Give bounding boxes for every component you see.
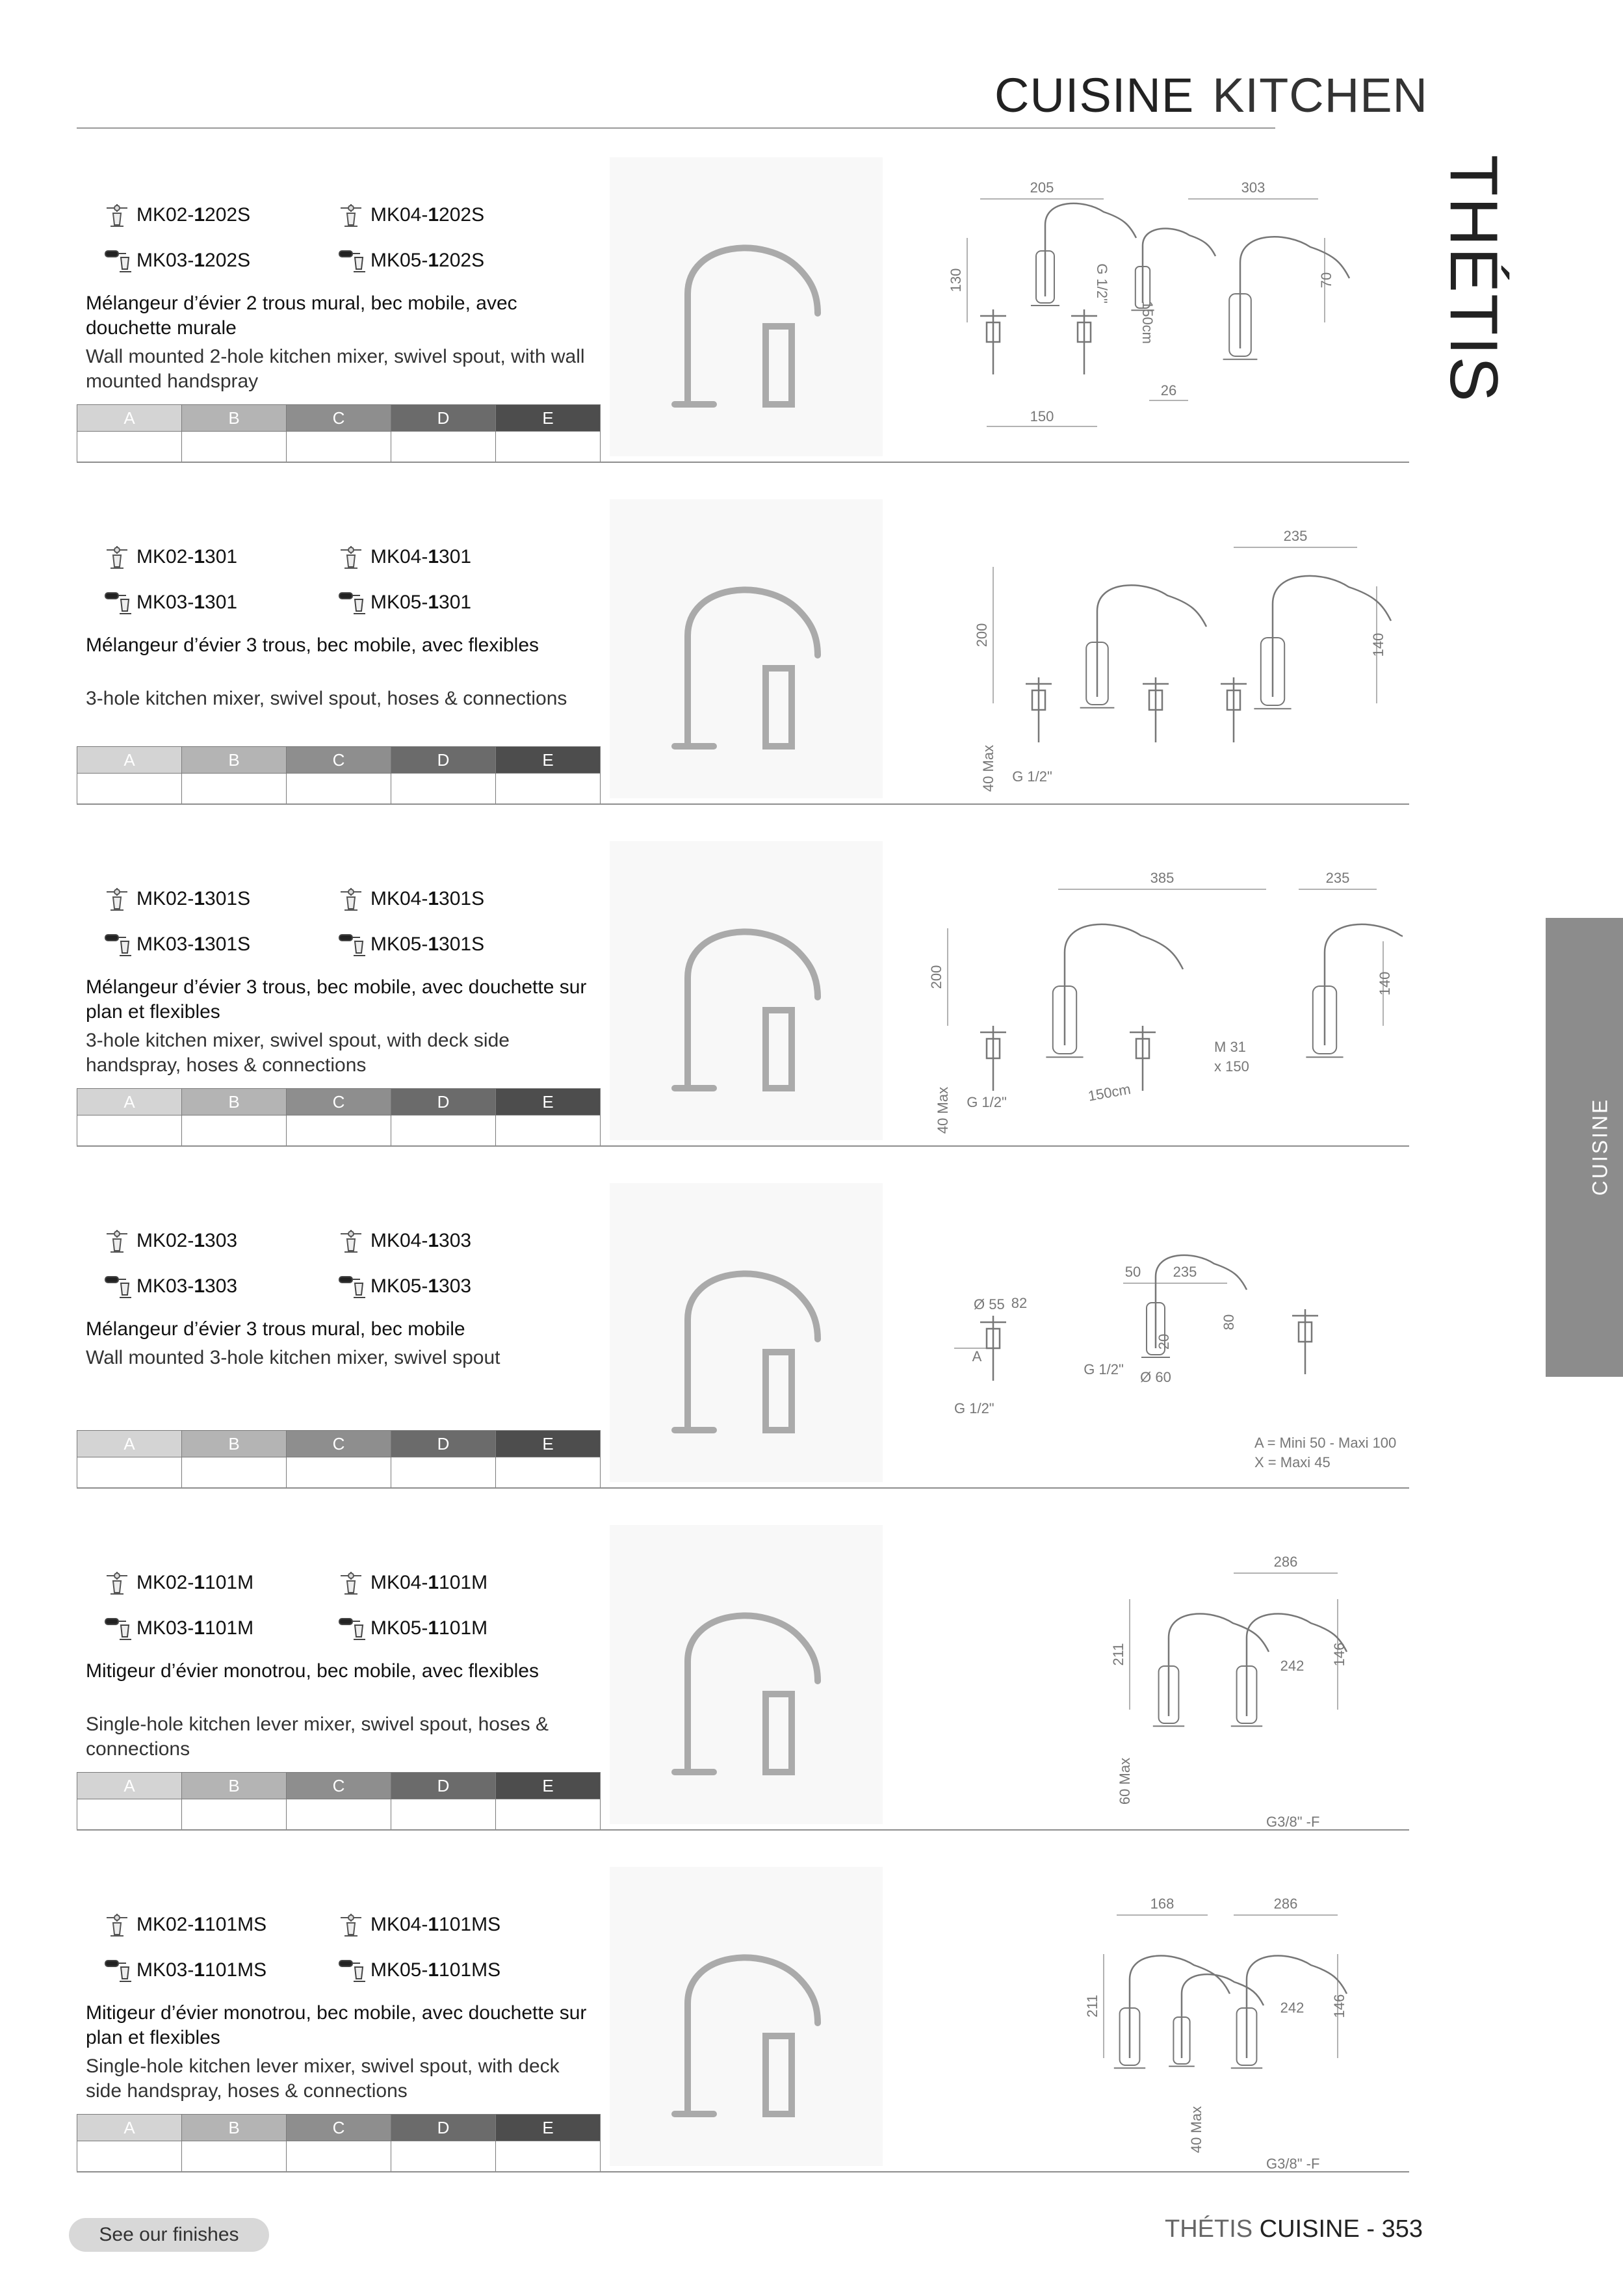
lever-handle-icon [337,931,365,959]
finish-cell-d[interactable] [391,1115,496,1146]
product-code [103,885,250,914]
description-en: Single-hole kitchen lever mixer, swivel spout, hoses & connections [86,1714,549,1760]
dimension-label: 235 [1173,1264,1197,1280]
code-suffix: 202S [205,203,251,226]
product-photo [610,1867,883,2166]
product-code [337,931,484,959]
finish-cell-a[interactable] [77,1115,182,1146]
code-suffix: 301S [205,933,251,955]
cross-handle-icon [337,543,365,572]
description-en: 3-hole kitchen mixer, swivel spout, with deck side handspray, hoses & connections [86,1030,510,1076]
product-block [77,1517,1409,1829]
lever-handle-icon [337,589,365,618]
code-prefix: MK04- [370,1229,428,1251]
finish-header-b: B [182,747,287,774]
code-series: 1 [194,1571,205,1593]
code-prefix: MK02- [136,1571,194,1593]
finish-cell-b[interactable] [182,2141,287,2172]
finish-cell-d[interactable] [391,774,496,804]
technical-drawing [883,837,1403,1143]
dimension-label: G 1/2" [967,1094,1007,1110]
code-series: 1 [194,203,205,226]
code-suffix: 303 [205,1275,238,1297]
lever-handle-icon [103,1615,131,1643]
product-code [337,247,484,276]
dimension-label: G 1/2" [1084,1361,1124,1377]
product-code [103,1569,253,1598]
finish-cell-a[interactable] [77,1457,182,1488]
cross-handle-icon [103,1227,131,1256]
finish-cell-d[interactable] [391,1799,496,1830]
code-prefix: MK05- [370,1275,428,1297]
page-title [994,68,1428,123]
dimension-label: G 1/2" [1012,768,1052,785]
code-series: 1 [194,1959,205,1981]
code-prefix: MK04- [370,1571,428,1593]
dimension-label: 140 [1377,971,1393,996]
finish-header-e: E [496,2115,601,2141]
product-divider [77,1145,1409,1147]
finish-cell-a[interactable] [77,1799,182,1830]
description-en: Wall mounted 2-hole kitchen mixer, swivel spout, with wall mounted handspray [86,346,585,392]
dimension-label: 82 [1011,1295,1028,1311]
finish-header-c: C [287,1089,391,1115]
finish-header-d: D [391,1089,496,1115]
finish-header-a: A [77,405,182,432]
product-code [337,885,484,914]
finish-header-a: A [77,1431,182,1457]
finish-header-e: E [496,405,601,432]
code-suffix: 101MS [205,1913,267,1935]
dimension-label: 146 [1331,1642,1347,1667]
code-prefix: MK02- [136,1229,194,1251]
product-divider [77,2171,1409,2172]
finish-header-d: D [391,1773,496,1799]
dimension-label: 286 [1273,1554,1298,1570]
code-prefix: MK02- [136,203,194,226]
product-code [103,202,250,230]
dimension-label: 150cm [1087,1080,1132,1104]
lever-handle-icon [103,931,131,959]
finish-cell-c[interactable] [287,2141,391,2172]
dimension-note: X = Maxi 45 [1254,1454,1331,1470]
footer-section: CUISINE [1259,2215,1360,2243]
finish-cell-b[interactable] [182,1115,287,1146]
code-series: 1 [428,1275,439,1297]
section-tab-cuisine[interactable] [1546,918,1623,1377]
description-fr: Mélangeur d’évier 3 trous, bec mobile, avec douchette sur plan et flexibles [86,976,587,1023]
finish-table [77,2114,601,2172]
product-code [337,543,471,572]
dimension-label: Ø 55 [974,1296,1005,1312]
dimension-label: 200 [974,623,990,647]
product-code [337,1615,487,1643]
code-prefix: MK03- [136,1617,194,1639]
finish-header-e: E [496,1431,601,1457]
title-en: KITCHEN [1212,68,1428,122]
code-suffix: 101M [439,1571,488,1593]
dimension-label: 286 [1273,1896,1298,1912]
technical-drawing [883,1521,1403,1827]
product-divider [77,803,1409,805]
finish-cell-a[interactable] [77,2141,182,2172]
cross-handle-icon [103,543,131,572]
code-series: 1 [428,1959,439,1981]
finish-table [77,1430,601,1488]
dimension-label: 150cm [1139,300,1156,345]
cross-handle-icon [337,1911,365,1940]
lever-handle-icon [337,1957,365,1985]
code-series: 1 [194,1617,205,1639]
dimension-label: G 1/2" [954,1400,994,1416]
product-photo [610,1525,883,1824]
code-prefix: MK05- [370,591,428,613]
product-code [337,1911,500,1940]
dimension-label: A [972,1348,982,1364]
product-block [77,150,1409,462]
finish-cell-e[interactable] [496,2141,601,2172]
description-en: Wall mounted 3-hole kitchen mixer, swivel spout [86,1347,500,1368]
code-series: 1 [194,1229,205,1251]
dimension-label: G 1/2" [1094,263,1110,304]
dimension-label: Ø 60 [1140,1369,1171,1385]
finish-table [77,746,601,804]
code-series: 1 [428,1617,439,1639]
finish-header-e: E [496,747,601,774]
finish-cell-e[interactable] [496,774,601,804]
finish-cell-b[interactable] [182,1457,287,1488]
cross-handle-icon [103,1911,131,1940]
code-suffix: 301 [205,545,238,567]
product-code [337,202,484,230]
finish-cell-e[interactable] [496,432,601,462]
dimension-label: 242 [1280,2000,1305,2016]
code-series: 1 [194,591,205,613]
code-series: 1 [194,1913,205,1935]
cross-handle-icon [103,885,131,914]
brand-vertical [1436,155,1521,403]
dimension-label: 235 [1283,528,1308,544]
code-series: 1 [194,887,205,909]
code-series: 1 [428,1229,439,1251]
lever-handle-icon [337,1615,365,1643]
finish-cell-a[interactable] [77,432,182,462]
code-suffix: 301 [439,591,472,613]
code-series: 1 [428,249,439,271]
lever-handle-icon [103,589,131,618]
brand-vertical-text: THÉTIS [1436,155,1511,403]
product-photo [610,499,883,798]
product-photo [610,1183,883,1482]
lever-handle-icon [337,1273,365,1301]
code-suffix: 303 [205,1229,238,1251]
description-en: Single-hole kitchen lever mixer, swivel spout, with deck side handspray, hoses & connections [86,2055,560,2102]
dimension-label: 80 [1221,1314,1237,1331]
product-block [77,491,1409,803]
code-suffix: 303 [439,1275,472,1297]
finish-header-b: B [182,2115,287,2141]
dimension-label: x 150 [1214,1058,1249,1075]
finish-header-a: A [77,2115,182,2141]
code-prefix: MK05- [370,1959,428,1981]
code-suffix: 301S [439,933,485,955]
dimension-label: 200 [928,965,944,989]
finish-header-a: A [77,1773,182,1799]
cross-handle-icon [337,1569,365,1598]
finish-header-b: B [182,1773,287,1799]
finish-cell-c[interactable] [287,1115,391,1146]
dimension-label: M 31 [1214,1039,1246,1055]
code-series: 1 [194,1275,205,1297]
code-prefix: MK04- [370,1913,428,1935]
finish-header-c: C [287,2115,391,2141]
code-prefix: MK03- [136,591,194,613]
code-suffix: 301 [439,545,472,567]
finish-header-b: B [182,1431,287,1457]
footer-brand: THÉTIS [1164,2215,1253,2243]
cross-handle-icon [103,202,131,230]
finish-cell-e[interactable] [496,1115,601,1146]
finish-cell-d[interactable] [391,1457,496,1488]
code-series: 1 [428,203,439,226]
code-prefix: MK04- [370,203,428,226]
see-finishes-button[interactable]: See our finishes [69,2218,269,2252]
dimension-label: 205 [1030,179,1054,196]
code-prefix: MK05- [370,249,428,271]
finish-header-d: D [391,1431,496,1457]
finish-cell-b[interactable] [182,432,287,462]
code-suffix: 301S [205,887,251,909]
finish-header-c: C [287,1431,391,1457]
code-prefix: MK05- [370,933,428,955]
finish-header-e: E [496,1089,601,1115]
product-code [337,1227,471,1256]
finish-cell-b[interactable] [182,774,287,804]
code-series: 1 [428,545,439,567]
dimension-label: G3/8" -F [1266,2156,1320,2169]
dimension-label: 146 [1331,1994,1347,2018]
finish-header-b: B [182,405,287,432]
code-suffix: 101M [205,1571,254,1593]
page-number: - 353 [1366,2215,1423,2243]
code-series: 1 [428,591,439,613]
product-code [103,1227,237,1256]
finish-header-b: B [182,1089,287,1115]
code-suffix: 101MS [439,1913,501,1935]
finish-header-d: D [391,747,496,774]
finish-table [77,1088,601,1146]
finish-table [77,1772,601,1830]
product-divider [77,1487,1409,1489]
code-prefix: MK03- [136,933,194,955]
dimension-label: 40 Max [980,744,996,792]
code-series: 1 [194,249,205,271]
product-divider [77,462,1409,463]
code-prefix: MK04- [370,545,428,567]
product-code [337,1273,471,1301]
code-series: 1 [428,1571,439,1593]
finish-header-e: E [496,1773,601,1799]
page-footer [1165,2215,1423,2243]
code-suffix: 101M [205,1617,254,1639]
code-series: 1 [428,933,439,955]
code-suffix: 202S [439,249,485,271]
dimension-label: 140 [1370,633,1386,657]
code-suffix: 303 [439,1229,472,1251]
code-series: 1 [428,1913,439,1935]
description-fr: Mélangeur d’évier 3 trous, bec mobile, avec flexibles [86,634,539,656]
code-prefix: MK03- [136,1275,194,1297]
description-en: 3-hole kitchen mixer, swivel spout, hoses & connections [86,688,567,709]
code-prefix: MK02- [136,1913,194,1935]
code-suffix: 101MS [205,1959,267,1981]
dimension-label: 20 [1156,1333,1172,1350]
dimension-note: A = Mini 50 - Maxi 100 [1254,1435,1397,1451]
code-prefix: MK02- [136,887,194,909]
cross-handle-icon [103,1569,131,1598]
dimension-label: 211 [1084,1994,1100,2018]
finish-header-c: C [287,747,391,774]
product-divider [77,1829,1409,1831]
header-divider [77,127,1275,129]
product-code [103,589,237,618]
product-code [103,1615,253,1643]
code-suffix: 101M [439,1617,488,1639]
dimension-label: G3/8" -F [1266,1814,1320,1827]
product-block [77,833,1409,1145]
finish-cell-e[interactable] [496,1457,601,1488]
code-prefix: MK02- [136,545,194,567]
technical-drawing [883,1863,1403,2169]
finish-header-a: A [77,1089,182,1115]
finish-cell-c[interactable] [287,432,391,462]
product-block [77,1175,1409,1487]
product-code [103,1911,266,1940]
dimension-label: 60 Max [1117,1757,1133,1805]
dimension-label: 70 [1318,272,1334,289]
technical-drawing [883,153,1403,459]
dimension-label: 385 [1150,870,1175,886]
dimension-label: 130 [948,268,964,293]
title-fr: CUISINE [994,68,1195,122]
product-code [337,589,471,618]
lever-handle-icon [103,247,131,276]
dimension-label: 242 [1280,1658,1305,1674]
code-series: 1 [194,933,205,955]
dimension-label: 235 [1325,870,1350,886]
code-suffix: 202S [439,203,485,226]
finish-cell-c[interactable] [287,1457,391,1488]
section-tab-label: CUISINE [1588,1097,1612,1196]
code-prefix: MK05- [370,1617,428,1639]
code-suffix: 202S [205,249,251,271]
code-series: 1 [428,887,439,909]
finish-header-c: C [287,1773,391,1799]
product-code [103,1957,266,1985]
description-fr: Mélangeur d’évier 3 trous mural, bec mobile [86,1318,465,1340]
finish-header-c: C [287,405,391,432]
cross-handle-icon [337,202,365,230]
dimension-label: 168 [1150,1896,1175,1912]
finish-header-d: D [391,405,496,432]
finish-cell-a[interactable] [77,774,182,804]
lever-handle-icon [337,247,365,276]
product-code [337,1957,500,1985]
description-fr: Mitigeur d’évier monotrou, bec mobile, avec flexibles [86,1660,539,1682]
product-photo [610,841,883,1140]
product-code [103,1273,237,1301]
code-prefix: MK03- [136,249,194,271]
code-suffix: 101MS [439,1959,501,1981]
dimension-label: 26 [1160,382,1177,398]
code-suffix: 301 [205,591,238,613]
product-code [103,931,250,959]
product-code [103,247,250,276]
cross-handle-icon [337,1227,365,1256]
product-block [77,1859,1409,2171]
finish-cell-c[interactable] [287,774,391,804]
dimension-label: 150 [1030,408,1054,424]
finish-cell-e[interactable] [496,1799,601,1830]
finish-cell-d[interactable] [391,2141,496,2172]
product-code [103,543,237,572]
product-code [337,1569,487,1598]
dimension-label: 211 [1110,1643,1126,1666]
finish-table [77,404,601,462]
dimension-label: 40 Max [935,1086,951,1134]
finish-cell-b[interactable] [182,1799,287,1830]
product-photo [610,157,883,456]
code-prefix: MK03- [136,1959,194,1981]
lever-handle-icon [103,1273,131,1301]
finish-header-a: A [77,747,182,774]
dimension-label: 40 Max [1188,2106,1204,2154]
dimension-label: 303 [1241,179,1266,196]
code-series: 1 [194,545,205,567]
dimension-label: 50 [1124,1264,1141,1280]
finish-header-d: D [391,2115,496,2141]
finish-cell-d[interactable] [391,432,496,462]
technical-drawing [883,495,1403,801]
code-suffix: 301S [439,887,485,909]
cross-handle-icon [337,885,365,914]
finish-cell-c[interactable] [287,1799,391,1830]
description-fr: Mitigeur d’évier monotrou, bec mobile, avec douchette sur plan et flexibles [86,2002,587,2048]
description-fr: Mélangeur d’évier 2 trous mural, bec mobile, avec douchette murale [86,293,517,339]
lever-handle-icon [103,1957,131,1985]
code-prefix: MK04- [370,887,428,909]
